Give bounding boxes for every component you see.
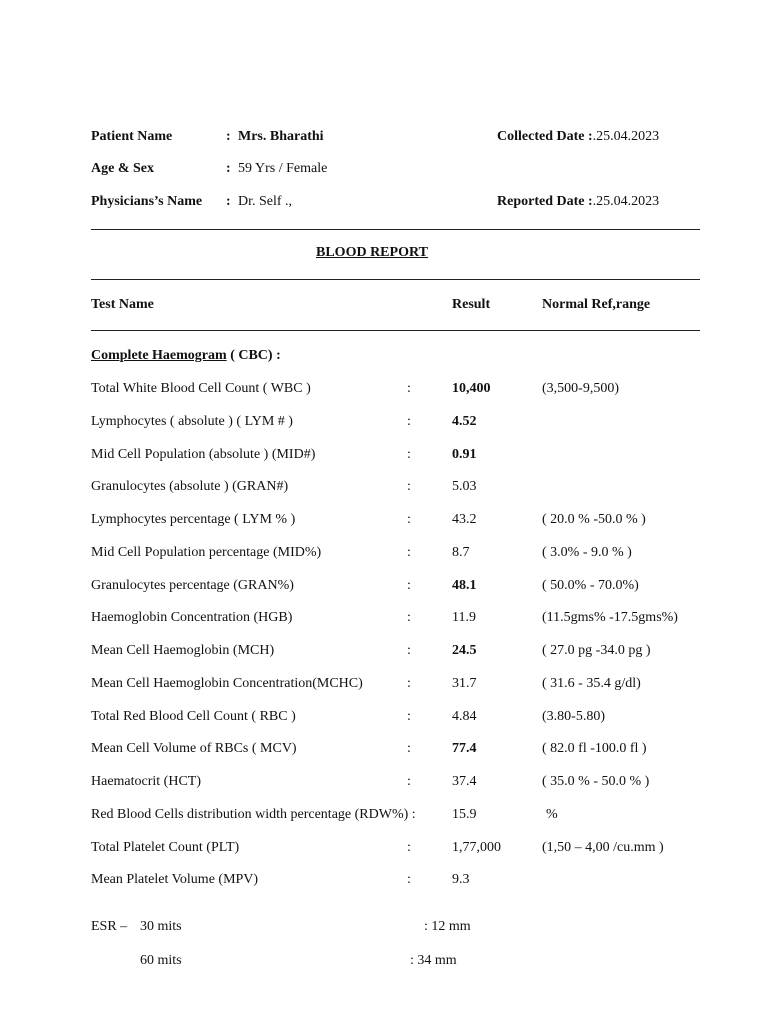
- test-name: Mean Cell Volume of RBCs ( MCV): [91, 741, 297, 756]
- test-name: Red Blood Cells distribution width percentage (RDW%) :: [91, 807, 416, 822]
- test-name: Total Platelet Count (PLT): [91, 840, 240, 855]
- test-reference-range: (3.80-5.80): [542, 709, 605, 724]
- test-reference-range: %: [546, 807, 558, 822]
- esr-row2-value: : 34 mm: [410, 953, 457, 968]
- reported-date-label: Reported Date :: [497, 194, 593, 209]
- test-reference-range: ( 50.0% - 70.0%): [542, 578, 639, 593]
- test-separator: :: [407, 512, 411, 527]
- test-result: 15.9: [452, 807, 477, 822]
- test-result: 9.3: [452, 872, 470, 887]
- patient-name-value: Mrs. Bharathi: [238, 129, 324, 144]
- test-separator: :: [407, 840, 411, 855]
- age-sex-value: 59 Yrs / Female: [238, 161, 328, 176]
- test-result: 5.03: [452, 479, 477, 494]
- esr-label: ESR –: [91, 919, 128, 934]
- test-separator: :: [407, 414, 411, 429]
- test-name: Total White Blood Cell Count ( WBC ): [91, 381, 311, 396]
- test-result: 24.5: [452, 643, 477, 658]
- test-result: 11.9: [452, 610, 476, 625]
- test-separator: :: [407, 774, 411, 789]
- test-reference-range: ( 82.0 fl -100.0 fl ): [542, 741, 647, 756]
- test-result: 48.1: [452, 578, 477, 593]
- collected-date: [497, 128, 659, 146]
- test-reference-range: ( 3.0% - 9.0 % ): [542, 545, 632, 560]
- test-reference-range: ( 31.6 - 35.4 g/dl): [542, 676, 641, 691]
- test-separator: :: [407, 643, 411, 658]
- reported-date-value: .25.04.2023: [592, 194, 660, 209]
- test-reference-range: (1,50 – 4,00 /cu.mm ): [542, 840, 664, 855]
- test-separator: :: [407, 578, 411, 593]
- report-title: BLOOD REPORT: [316, 245, 428, 260]
- column-header-result: Result: [452, 297, 491, 312]
- test-name: Granulocytes (absolute ) (GRAN#): [91, 479, 289, 494]
- test-reference-range: ( 35.0 % - 50.0 % ): [542, 774, 650, 789]
- section-title: [91, 347, 281, 365]
- test-result: 31.7: [452, 676, 477, 691]
- section-title-suffix: ( CBC) :: [226, 348, 281, 363]
- column-header-range: Normal Ref,range: [542, 297, 651, 312]
- test-name: Lymphocytes percentage ( LYM % ): [91, 512, 296, 527]
- collected-date-value: .25.04.2023: [592, 129, 660, 144]
- esr-row1-time: 30 mits: [140, 919, 182, 934]
- test-name: Haemoglobin Concentration (HGB): [91, 610, 293, 625]
- column-header-test-name: Test Name: [91, 297, 154, 312]
- physician-value: Dr. Self .,: [238, 194, 293, 209]
- test-reference-range: (3,500-9,500): [542, 381, 619, 396]
- physician-label: Physicians’s Name: [91, 194, 203, 209]
- test-result: 43.2: [452, 512, 477, 527]
- test-name: Haematocrit (HCT): [91, 774, 202, 789]
- test-separator: :: [407, 381, 411, 396]
- test-separator: :: [407, 447, 411, 462]
- test-separator: :: [407, 709, 411, 724]
- test-name: Total Red Blood Cell Count ( RBC ): [91, 709, 296, 724]
- test-name: Mean Cell Haemoglobin Concentration(MCHC): [91, 676, 363, 691]
- test-result: 0.91: [452, 447, 477, 462]
- test-separator: :: [407, 545, 411, 560]
- test-separator: :: [407, 741, 411, 756]
- test-reference-range: ( 20.0 % -50.0 % ): [542, 512, 646, 527]
- test-name: Granulocytes percentage (GRAN%): [91, 578, 294, 593]
- test-name: Mid Cell Population (absolute ) (MID#): [91, 447, 316, 462]
- test-reference-range: (11.5gms% -17.5gms%): [542, 610, 678, 625]
- divider-top: [91, 229, 700, 230]
- test-name: Mid Cell Population percentage (MID%): [91, 545, 322, 560]
- esr-row2-time: 60 mits: [140, 953, 182, 968]
- patient-name-label: Patient Name: [91, 129, 173, 144]
- test-result: 77.4: [452, 741, 477, 756]
- patient-name-colon: :: [226, 129, 231, 144]
- test-result: 4.52: [452, 414, 477, 429]
- divider-header-bottom: [91, 330, 700, 331]
- test-reference-range: ( 27.0 pg -34.0 pg ): [542, 643, 651, 658]
- physician-colon: :: [226, 194, 231, 209]
- test-separator: :: [407, 610, 411, 625]
- test-result: 37.4: [452, 774, 477, 789]
- test-name: Mean Platelet Volume (MPV): [91, 872, 259, 887]
- test-result: 10,400: [452, 381, 491, 396]
- divider-header-top: [91, 279, 700, 280]
- test-result: 8.7: [452, 545, 470, 560]
- test-name: Mean Cell Haemoglobin (MCH): [91, 643, 275, 658]
- test-result: 4.84: [452, 709, 477, 724]
- test-result: 1,77,000: [452, 840, 501, 855]
- age-sex-colon: :: [226, 161, 231, 176]
- reported-date: [497, 193, 659, 211]
- test-name: Lymphocytes ( absolute ) ( LYM # ): [91, 414, 293, 429]
- age-sex-label: Age & Sex: [91, 161, 154, 176]
- test-separator: :: [407, 872, 411, 887]
- section-title-main: Complete Haemogram: [91, 348, 227, 363]
- test-separator: :: [407, 479, 411, 494]
- collected-date-label: Collected Date :: [497, 129, 593, 144]
- esr-row1-value: : 12 mm: [424, 919, 471, 934]
- test-separator: :: [407, 676, 411, 691]
